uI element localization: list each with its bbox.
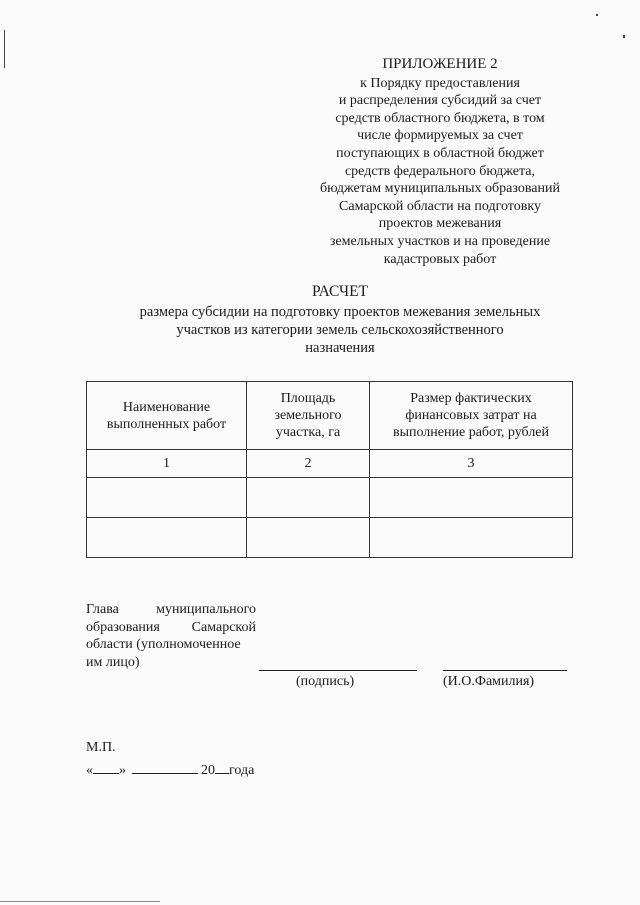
appendix-title: ПРИЛОЖЕНИЕ 2 [382,56,498,72]
appendix-line: и распределения субсидий за счет [338,93,542,109]
calculation-title: РАСЧЕТ [311,283,369,300]
table-cell-empty[interactable] [370,518,573,558]
scan-mark [4,30,5,68]
appendix-line: проектов межевания [378,216,502,232]
appendix-header [300,56,580,268]
table-cell-empty[interactable] [247,518,370,558]
date-line: « » 20 года [86,763,255,778]
appendix-line: бюджетам муниципальных образований [320,181,560,197]
appendix-line: земельных участков и на проведение [329,233,551,249]
table-number-row [87,450,573,478]
date-day-blank[interactable] [93,761,119,774]
calculation-line: назначения [305,340,375,356]
signature-caption: (подпись) [296,674,355,689]
appendix-line: к Порядку предоставления [360,75,520,91]
head-signatory-text: Глава муниципального образования Самарской области (уполномоченное им лицо) [86,602,256,670]
header-cell-area: Площадь земельного участка, га [247,382,370,450]
appendix-line: поступающих в областной бюджет [336,145,544,161]
table-header-row [87,382,573,450]
scan-mark [0,901,160,902]
column-number: 2 [247,450,370,478]
appendix-line: средств федерального бюджета, [344,163,536,179]
stamp-label: М.П. [86,740,116,755]
scan-mark [623,35,625,38]
calculation-heading [110,283,570,357]
name-caption: (И.О.Фамилия) [443,674,535,689]
table-row [87,518,573,558]
calculation-line: размера субсидии на подготовку проектов межевания земельных [139,304,541,320]
date-month-blank[interactable] [132,761,198,774]
signature-line[interactable] [259,670,417,671]
table-row [87,478,573,518]
calculation-line: участков из категории земель сельскохозяйственного [176,322,504,338]
column-number: 3 [370,450,573,478]
appendix-line: средств областного бюджета, в том [335,110,545,126]
table-cell-empty[interactable] [247,478,370,518]
appendix-line: Самарской области на подготовку [339,198,541,214]
appendix-line: кадастровых работ [383,251,497,267]
table-cell-empty[interactable] [370,478,573,518]
name-line[interactable] [443,670,567,671]
header-cell-work-name: Наименование выполненных работ [87,382,247,450]
column-number: 1 [87,450,247,478]
header-cell-costs: Размер фактических финансовых затрат на выполнение работ, рублей [370,382,573,450]
calculation-table [86,381,573,558]
table-cell-empty[interactable] [87,518,247,558]
table-cell-empty[interactable] [87,478,247,518]
scan-mark [596,14,598,16]
appendix-line: числе формируемых за счет [357,128,523,144]
date-year-blank[interactable] [215,761,229,774]
